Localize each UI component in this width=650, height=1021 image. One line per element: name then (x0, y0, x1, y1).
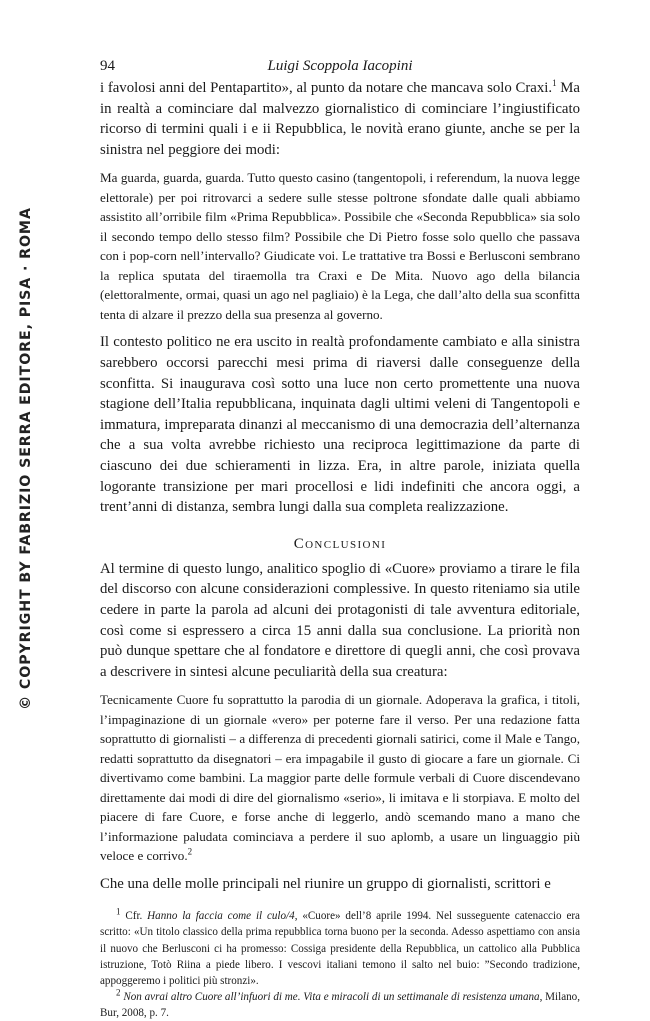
footnote-1-marker: 1 (116, 906, 121, 917)
block-quote-2 (100, 690, 580, 866)
section-heading-text: Conclusioni (293, 535, 387, 552)
paragraph-1-text: i favolosi anni del Pentapartito», al punto da notare che mancava solo Craxi. (100, 80, 553, 96)
paragraph-3: Al termine di questo lungo, analitico spoglio di «Cuore» proviamo a tirare le fila del discorso con alcune considerazioni complessive. In questo riteniamo sia utile cedere in parte la parola ad alcuni dei protagonisti di tale avventura editoriale, così come si espressero a circa 15 anni dalla sua conclusione. La priorità non può dunque spettare che al fondatore e direttore di quegli anni, che così provava a descrivere in sintesi alcune peculiarità della sua creatura: (100, 560, 580, 680)
footnote-1-title: Hanno la faccia come il culo/4 (147, 910, 295, 923)
copyright-notice: © COPYRIGHT BY FABRIZIO SERRA EDITORE, PISA · ROMA (18, 207, 34, 710)
page-number: 94 (100, 58, 115, 74)
footnote-ref-1: 1 (552, 78, 557, 89)
footnote-2-text: , Milano, Bur, 2008, p. 7. (100, 990, 580, 1019)
footnote-ref-2: 2 (187, 846, 193, 857)
footnote-1-lead: Cfr. (125, 910, 148, 923)
footnote-1 (100, 908, 580, 988)
paragraph-1 (100, 78, 580, 160)
page-header (100, 58, 580, 78)
block-quote-2-text: Tecnicamente Cuore fu soprattutto la parodia di un giornale. Adoperava la grafica, i titoli, l’impaginazione di un giornale «vero» per poterne fare il verso. Per una redazione fatta soprattutto di giornalisti – a differenza di precedenti giornali satirici, come il Male e Tango, redatti soprattutto da disegnatori – era impagabile il gusto di giocare a fare un giornale. Ci divertivamo come bambini. La maggior parte delle formule verbali di Cuore discendevano direttamente dai modi di dire del giornalismo «serio», li imitava e li storpiava. E molto del piacere di fare Cuore, e forse anche di leggerlo, andò scemando mano a mano che l’informazione paludata cominciava a perdere il suo aplomb, a usare un linguaggio più veloce e corrivo. (100, 692, 580, 864)
running-head: Luigi Scoppola Iacopini (267, 58, 413, 74)
footnote-2-marker: 2 (116, 987, 121, 998)
footnote-2-title: Non avrai altro Cuore all’infuori di me. Vita e miracoli di un settimanale di resistenza umana (123, 990, 540, 1003)
footnote-2 (100, 989, 580, 1021)
section-heading (100, 536, 580, 553)
footnote-1-text: , «Cuore» dell’8 aprile 1994. Nel susseguente catenaccio era scritto: «Un titolo classico della prima repubblica torna buono per la seconda. Adesso aspettiamo con ansia il nuovo che Berlusconi ci ha promesso: Cossiga presidente della Repubblica, un cattolico alla Pubblica istruzione, Totò Riina a piede libero. I vescovi italiani temono il salto nel buio: ”Secondo tradizione, appoggeremo i politici più stronzi». (100, 910, 580, 987)
footnotes (100, 908, 580, 1021)
block-quote-1: Ma guarda, guarda, guarda. Tutto questo casino (tangentopoli, i referendum, la nuova legge elettorale) per poi ritrovarci a sedere sulle stesse poltrone sfondate dalle quali abbiamo assistito all’orribile film «Prima Repubblica». Possibile che «Seconda Repubblica» sia solo il secondo tempo dello stesso film? Possibile che Di Pietro fosse solo quello che passava con i pop-corn nell’intervallo? Giudicate voi. Le trattative tra Bossi e Berlusconi sembrano la replica sputata del tiraemolla tra Craxi e De Mita. Nuovo ago della bilancia (elettoralmente, ormai, quasi un ago nel pagliaio) è la Lega, che dall’alto della sua sconfitta tenta di alzare il prezzo della sua presenza al governo. (100, 170, 580, 322)
page-body (100, 78, 580, 1021)
paragraph-4: Che una delle molle principali nel riunire un gruppo di giornalisti, scrittori e (100, 875, 551, 892)
paragraph-1-cont: Ma in realtà a cominciare dal malvezzo giornalistico di cominciare l’ingiustificato ricorso di termini quali i e ii Repubblica, le novità erano giunte, anche se per la sinistra nel peggiore dei modi: (100, 80, 580, 158)
paragraph-2: Il contesto politico ne era uscito in realtà profondamente cambiato e alla sinistra sarebbero occorsi parecchi mesi prima di riaversi dalle conseguenze della sconfitta. Si inaugurava così sotto una luce non certo promettente una nuova stagione dell’Italia repubblicana, inquinata dagli ultimi veleni di Tangentopoli e immatura, impreparata dinanzi al meccanismo di una democrazia dell’alternanza che a sua volta avrebbe richiesto una reciproca legittimazione da parte di ciascuno dei due schieramenti in lizza. Era, in altre parole, iniziata quella logorante transizione per mari procellosi e lidi indefiniti che ancora oggi, a trent’anni di distanza, sembra lungi dalla sua completa realizzazione. (100, 334, 580, 516)
